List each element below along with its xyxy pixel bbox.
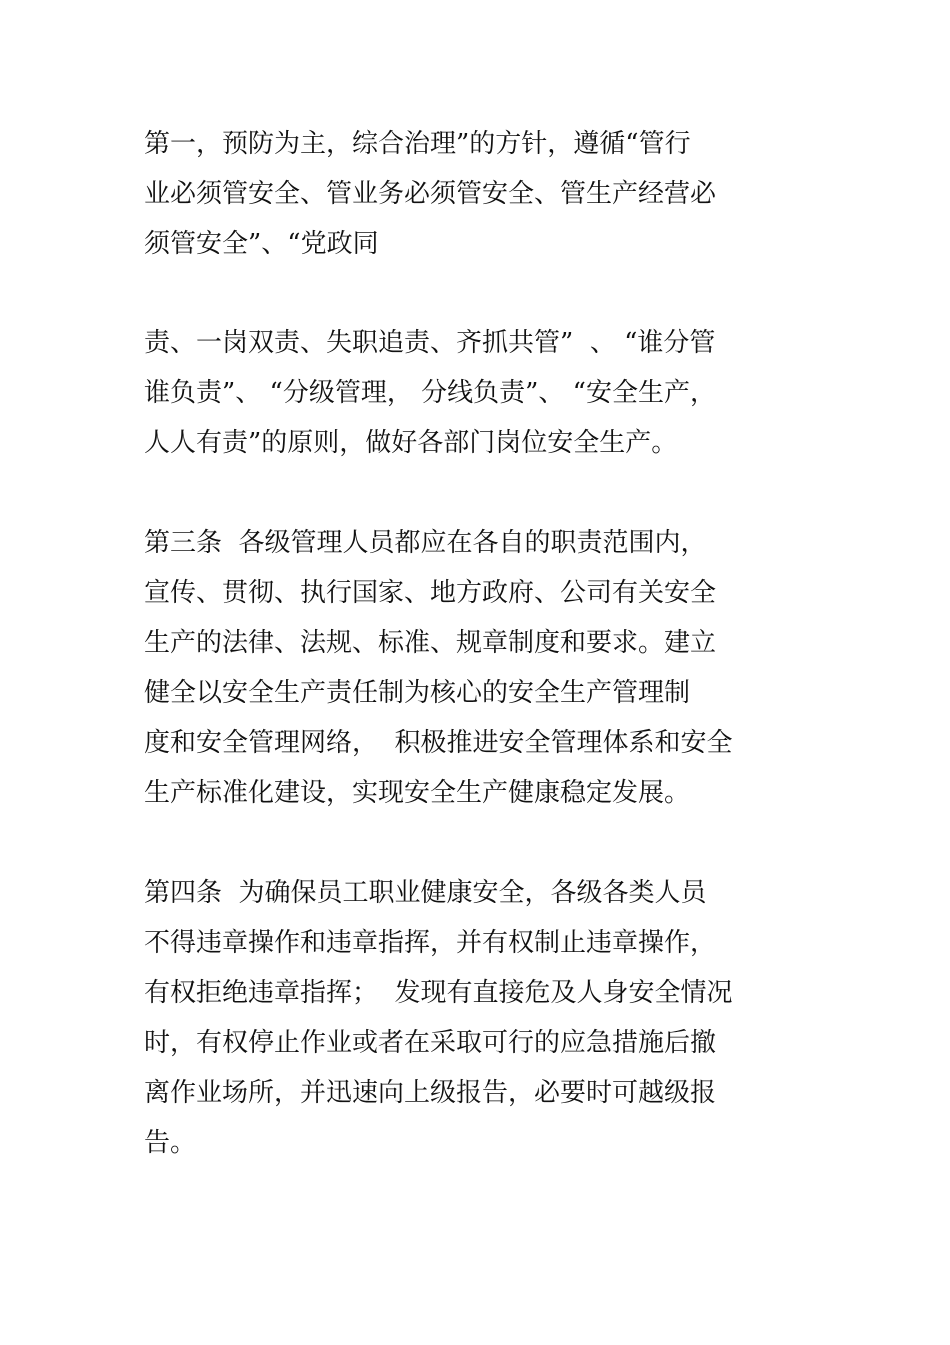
text-line: 宣传、贯彻、执行国家、地方政府、公司有关安全	[144, 578, 717, 608]
text-line: 第三条 各级管理人员都应在各自的职责范围内，	[144, 528, 707, 558]
text-line: 时，有权停止作业或者在采取可行的应急措施后撤	[144, 1028, 717, 1058]
text-line: 度和安全管理网络， 积极推进安全管理体系和安全	[144, 728, 733, 758]
paragraph-policy-intro	[144, 119, 844, 269]
text-line: 谁负责”、 “分级管理， 分线负责”、 “安全生产，	[144, 378, 716, 408]
text-line: 离作业场所，并迅速向上级报告，必要时可越级报	[144, 1078, 717, 1108]
text-line: 有权拒绝违章指挥； 发现有直接危及人身安全情况	[144, 978, 733, 1008]
text-line: 人人有责”的原则，做好各部门岗位安全生产。	[144, 428, 678, 458]
text-line: 须管安全”、“党政同	[144, 229, 379, 259]
text-line: 第一，预防为主，综合治理”的方针，遵循“管行	[144, 129, 691, 159]
paragraph-article-four	[144, 868, 844, 1168]
paragraph-responsibility-principles	[144, 318, 844, 468]
text-line: 告。	[144, 1128, 197, 1158]
text-line: 生产的法律、法规、标准、规章制度和要求。建立	[144, 628, 717, 658]
text-line: 业必须管安全、管业务必须管安全、管生产经营必	[144, 179, 717, 209]
text-line: 第四条 为确保员工职业健康安全，各级各类人员	[144, 878, 707, 908]
text-line: 生产标准化建设，实现安全生产健康稳定发展。	[144, 778, 691, 808]
text-line: 不得违章操作和违章指挥，并有权制止违章操作，	[144, 928, 717, 958]
text-line: 责、一岗双责、失职追责、齐抓共管” 、 “谁分管	[144, 328, 716, 358]
paragraph-article-three	[144, 518, 844, 818]
text-line: 健全以安全生产责任制为核心的安全生产管理制	[144, 678, 691, 708]
